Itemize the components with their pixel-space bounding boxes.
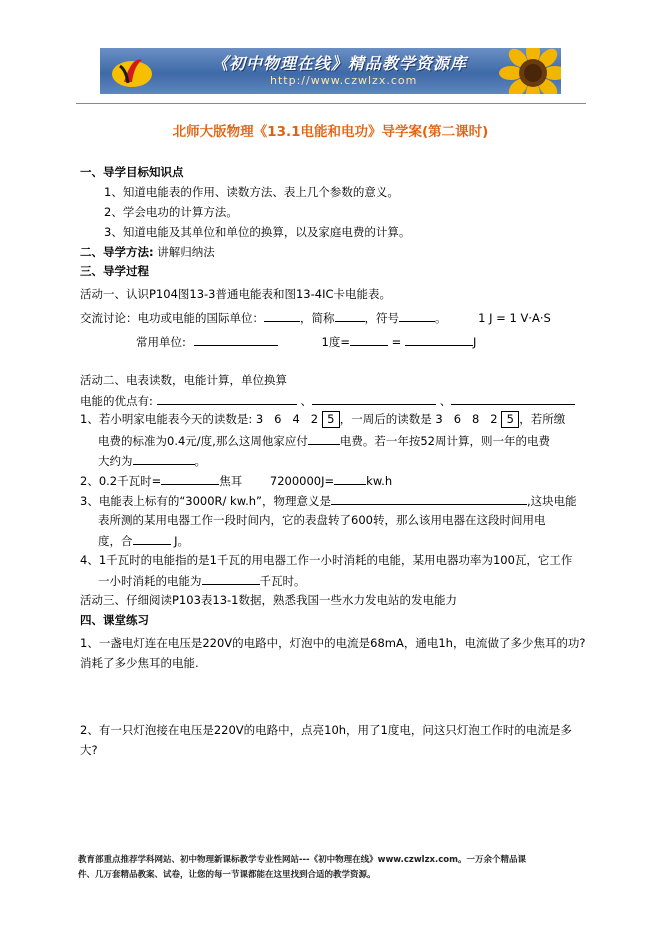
degree-text: 1度= (321, 335, 350, 349)
method-text: 讲解归纳法 (157, 245, 215, 259)
answer-blank[interactable] (350, 334, 388, 346)
answer-blank[interactable] (399, 310, 435, 322)
advantage-line (80, 393, 575, 408)
activity-two: 活动二、电表读数，电能计算，单位换算 (80, 373, 287, 387)
activity-one: 活动一、认识P104图13-3普通电能表和图13-4IC卡电能表。 (80, 287, 392, 301)
exchange-line (80, 310, 551, 325)
banner-url: http://www.czwlzx.com (270, 74, 418, 87)
question-4: 4、1千瓦时的电能指的是1千瓦的用电器工作一小时消耗的电能，某用电器功率为100瓦，它工作 (80, 553, 573, 567)
exchange-text: 。 (435, 311, 447, 325)
decimal-digit-box: 5 (322, 411, 340, 428)
page-footer (78, 853, 583, 883)
q1-text: ，一周后的读数是 (339, 412, 432, 426)
answer-blank[interactable] (308, 433, 340, 445)
answer-blank[interactable] (312, 393, 436, 405)
q4-text: 千瓦时。 (259, 574, 306, 588)
answer-blank[interactable] (334, 473, 366, 485)
q2-text: 7200000J= (269, 474, 335, 488)
section-heading-method: 二、导学方法: (80, 245, 154, 259)
digit: 3 (435, 412, 443, 426)
practice-1: 1、一盏电灯连在电压是220V的电路中，灯泡中的电流是68mA，通电1h，电流做了多少焦耳的功? (80, 636, 586, 650)
q2-text: 2、0.2千瓦时= (80, 474, 162, 488)
answer-blank[interactable] (133, 533, 171, 545)
answer-blank[interactable] (264, 310, 300, 322)
meter-digits-a (256, 412, 322, 426)
q3-text: 度，合 (98, 534, 133, 548)
advantage-label: 电能的优点有: (80, 394, 153, 408)
exchange-text: ，简称 (300, 311, 335, 325)
digit: 6 (453, 412, 462, 426)
banner-title: 《初中物理在线》精品教学资源库 (212, 54, 468, 73)
question-1-line-2 (98, 433, 550, 448)
q2-text: 焦耳 (219, 474, 243, 488)
section-heading-practice: 四、课堂练习 (80, 613, 149, 627)
footer-line: 教育部重点推荐学科网站、初中物理新课标教学专业性网站---《初中物理在线》www.czwlzx.com。一万余个精品课 (78, 855, 526, 865)
q1-text: 。 (194, 454, 206, 468)
question-1-line-3 (98, 453, 206, 468)
objective-item: 2、学会电功的计算方法。 (104, 205, 238, 219)
header-rule (76, 103, 586, 104)
section-heading-objectives: 一、导学目标知识点 (80, 165, 184, 179)
answer-blank[interactable] (161, 473, 219, 485)
q3-text: ,这块电能 (526, 494, 577, 508)
question-2 (80, 473, 392, 488)
q3-text: J。 (174, 534, 190, 548)
answer-blank[interactable] (405, 334, 473, 346)
q1-text: 1、若小明家电能表今天的读数是: (80, 412, 253, 426)
separator: 、 (300, 394, 313, 408)
q1-text: 电费。若一年按52周计算，则一年的电费 (339, 434, 550, 448)
section-method (80, 245, 215, 259)
question-3-line-3 (98, 533, 189, 548)
answer-blank[interactable] (133, 453, 195, 465)
q1-text: 大约为 (98, 454, 133, 468)
question-3-line-2: 表所测的某用电器工作一段时间内，它的表盘转了600转，那么该用电器在这段时间用电 (98, 513, 546, 527)
equals-text: = (391, 335, 402, 349)
answer-blank[interactable] (157, 393, 297, 405)
question-4-line-2 (98, 573, 306, 588)
header-banner (100, 48, 561, 94)
answer-blank[interactable] (451, 393, 575, 405)
digit: 8 (471, 412, 480, 426)
digit: 2 (490, 412, 498, 426)
section-heading-process: 三、导学过程 (80, 264, 149, 278)
q1-text: ，若所缴 (519, 412, 566, 426)
digit: 6 (274, 412, 282, 426)
digit: 3 (255, 412, 264, 426)
answer-blank[interactable] (335, 310, 365, 322)
meter-digits-b (435, 412, 501, 426)
common-units-line (136, 334, 476, 349)
objective-item: 1、知道电能表的作用、读数方法、表上几个参数的意义。 (104, 185, 399, 199)
digit: 2 (310, 412, 319, 426)
unit-formula: 1 J = 1 V·A·S (478, 311, 551, 325)
joule-text: J (472, 335, 477, 349)
objective-item: 3、知道电能及其单位和单位的换算，以及家庭电费的计算。 (104, 225, 411, 239)
decimal-digit-box: 5 (501, 411, 519, 428)
site-logo-icon (110, 52, 154, 90)
sunflower-icon (489, 48, 561, 94)
digit: 4 (292, 412, 300, 426)
answer-blank[interactable] (331, 493, 527, 505)
q3-text: 3、电能表上标有的“3000R/ kw.h”，物理意义是 (80, 494, 331, 508)
question-1 (80, 411, 565, 428)
page-title: 北师大版物理《13.1电能和电功》导学案(第二课时) (172, 124, 489, 140)
question-3 (80, 493, 577, 508)
practice-2: 2、有一只灯泡接在电压是220V的电路中，点亮10h，用了1度电，问这只灯泡工作时的电流是多 (80, 723, 572, 737)
common-units-label: 常用单位: (136, 335, 186, 349)
separator: 、 (439, 394, 452, 408)
exchange-text: 交流讨论：电功或电能的国际单位： (80, 311, 264, 325)
answer-blank[interactable] (202, 573, 260, 585)
q2-text: kw.h (366, 474, 393, 488)
q1-text: 电费的标准为0.4元/度,那么这周他家应付 (98, 434, 308, 448)
q4-text: 一小时消耗的电能为 (98, 574, 202, 588)
answer-blank[interactable] (194, 334, 278, 346)
footer-line: 件、几万套精品教案、试卷，让您的每一节课都能在这里找到合适的教学资源。 (78, 870, 376, 880)
activity-three: 活动三、仔细阅读P103表13-1数据，熟悉我国一些水力发电站的发电能力 (80, 593, 457, 607)
exchange-text: ，符号 (364, 311, 399, 325)
practice-1-line-2: 消耗了多少焦耳的电能. (80, 656, 199, 670)
practice-2-line-2: 大? (80, 743, 98, 757)
